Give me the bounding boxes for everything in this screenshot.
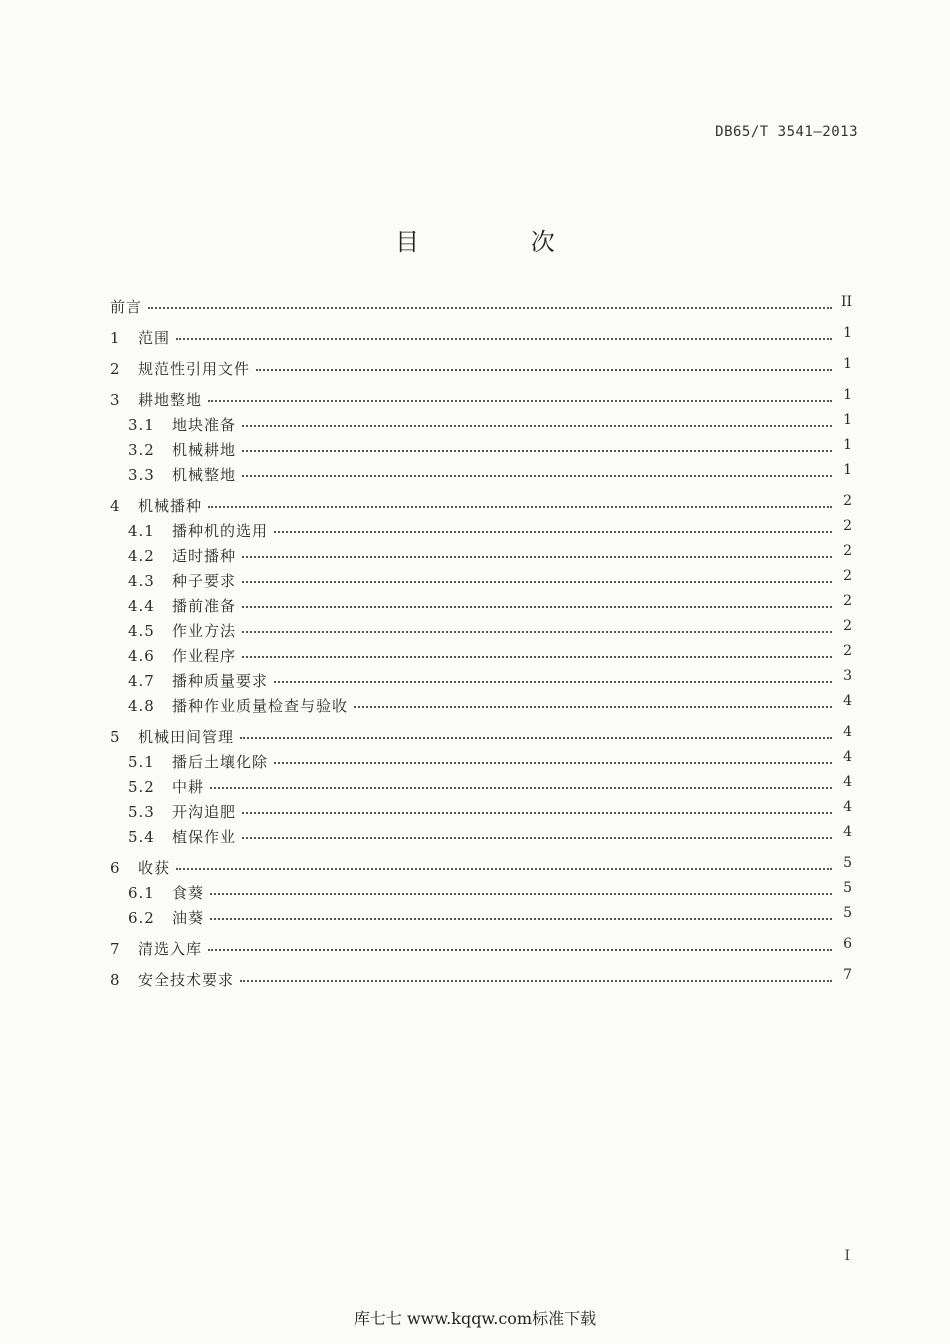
toc-entry-number: 6.1 xyxy=(128,884,155,902)
toc-entry[interactable] xyxy=(110,414,852,439)
toc-entry-title: 规范性引用文件 xyxy=(138,360,251,378)
toc-entry[interactable] xyxy=(110,938,852,963)
toc-entry-number: 4.8 xyxy=(128,697,155,715)
toc-entry-title: 播后土壤化除 xyxy=(172,753,269,771)
toc-entry-title: 中耕 xyxy=(172,778,205,796)
toc-dot-leader xyxy=(148,306,832,309)
toc-entry-title: 作业程序 xyxy=(172,647,237,665)
toc-entry-page: 7 xyxy=(843,967,852,983)
toc-entry-page: 6 xyxy=(843,936,852,952)
toc-entry-page: 4 xyxy=(843,824,852,840)
toc-entry[interactable] xyxy=(110,776,852,801)
toc-dot-leader xyxy=(274,530,832,533)
toc-entry[interactable] xyxy=(110,595,852,620)
toc-entry-page: 1 xyxy=(843,387,852,403)
toc-entry-page: 4 xyxy=(843,774,852,790)
toc-entry-title: 食葵 xyxy=(172,884,205,902)
toc-entry-number: 3.1 xyxy=(128,416,155,434)
table-of-contents xyxy=(110,296,852,994)
toc-entry[interactable] xyxy=(110,520,852,545)
toc-entry-number: 4.6 xyxy=(128,647,155,665)
toc-dot-leader xyxy=(242,449,832,452)
toc-entry-number: 2 xyxy=(110,360,120,378)
toc-entry-page: 1 xyxy=(843,437,852,453)
toc-entry-title: 范围 xyxy=(138,329,171,347)
toc-entry[interactable] xyxy=(110,695,852,720)
toc-dot-leader xyxy=(240,736,832,739)
toc-dot-leader xyxy=(210,892,832,895)
toc-dot-leader xyxy=(256,368,832,371)
toc-dot-leader xyxy=(210,917,832,920)
toc-dot-leader xyxy=(208,505,832,508)
toc-entry-page: 5 xyxy=(843,880,852,896)
toc-entry[interactable] xyxy=(110,358,852,383)
toc-entry-page: 2 xyxy=(843,493,852,509)
toc-dot-leader xyxy=(176,337,832,340)
toc-entry-title: 油葵 xyxy=(172,909,205,927)
toc-entry-title: 植保作业 xyxy=(172,828,237,846)
toc-entry[interactable] xyxy=(110,327,852,352)
toc-entry[interactable] xyxy=(110,620,852,645)
toc-entry-page: 2 xyxy=(843,593,852,609)
toc-entry-title: 播种机的选用 xyxy=(172,522,269,540)
toc-entry-title: 机械田间管理 xyxy=(138,728,235,746)
toc-entry-page: 2 xyxy=(843,643,852,659)
toc-dot-leader xyxy=(242,580,832,583)
toc-entry-number: 1 xyxy=(110,329,120,347)
toc-entry[interactable] xyxy=(110,645,852,670)
toc-entry-page: 4 xyxy=(843,799,852,815)
toc-entry-title: 作业方法 xyxy=(172,622,237,640)
toc-entry[interactable] xyxy=(110,857,852,882)
toc-dot-leader xyxy=(208,948,832,951)
toc-title: 目 次 xyxy=(395,228,607,256)
toc-dot-leader xyxy=(242,811,832,814)
toc-dot-leader xyxy=(242,474,832,477)
toc-entry-page: 2 xyxy=(843,618,852,634)
toc-entry-title: 清选入库 xyxy=(138,940,203,958)
toc-entry[interactable] xyxy=(110,670,852,695)
toc-entry-number: 5.3 xyxy=(128,803,155,821)
toc-entry-page: 2 xyxy=(843,543,852,559)
toc-dot-leader xyxy=(210,786,832,789)
toc-dot-leader xyxy=(208,399,832,402)
toc-entry-title: 适时播种 xyxy=(172,547,237,565)
toc-entry-title: 播种质量要求 xyxy=(172,672,269,690)
toc-entry-number: 5.2 xyxy=(128,778,155,796)
toc-entry[interactable] xyxy=(110,826,852,851)
toc-dot-leader xyxy=(242,605,832,608)
toc-entry[interactable] xyxy=(110,801,852,826)
toc-entry-title: 播前准备 xyxy=(172,597,237,615)
toc-dot-leader xyxy=(242,836,832,839)
toc-entry-number: 6 xyxy=(110,859,120,877)
toc-dot-leader xyxy=(242,555,832,558)
toc-dot-leader xyxy=(242,424,832,427)
toc-entry-title: 机械播种 xyxy=(138,497,203,515)
toc-dot-leader xyxy=(176,867,832,870)
toc-entry-number: 7 xyxy=(110,940,120,958)
toc-entry-number: 5.1 xyxy=(128,753,155,771)
toc-entry-page: II xyxy=(840,294,852,310)
page-number: I xyxy=(844,1248,850,1264)
document-code: DB65/T 3541—2013 xyxy=(715,124,858,140)
toc-entry-number: 6.2 xyxy=(128,909,155,927)
toc-dot-leader xyxy=(274,761,832,764)
toc-entry-number: 8 xyxy=(110,971,120,989)
toc-entry-number: 4.7 xyxy=(128,672,155,690)
toc-entry-page: 3 xyxy=(843,668,852,684)
toc-entry-title: 前言 xyxy=(110,298,143,316)
toc-entry[interactable] xyxy=(110,882,852,907)
toc-entry[interactable] xyxy=(110,907,852,932)
toc-entry-number: 4.5 xyxy=(128,622,155,640)
toc-entry-page: 5 xyxy=(843,905,852,921)
toc-entry[interactable] xyxy=(110,570,852,595)
toc-entry-number: 3 xyxy=(110,391,120,409)
toc-entry-page: 1 xyxy=(843,356,852,372)
toc-entry-page: 4 xyxy=(843,724,852,740)
toc-entry-page: 5 xyxy=(843,855,852,871)
toc-dot-leader xyxy=(274,680,832,683)
toc-dot-leader xyxy=(240,979,832,982)
toc-entry-page: 4 xyxy=(843,693,852,709)
toc-entry-number: 3.3 xyxy=(128,466,155,484)
toc-dot-leader xyxy=(354,705,832,708)
footer-watermark: 库七七 www.kqqw.com标准下载 xyxy=(353,1309,597,1328)
toc-entry[interactable] xyxy=(110,726,852,751)
toc-entry-page: 2 xyxy=(843,518,852,534)
toc-entry[interactable] xyxy=(110,296,852,321)
toc-entry-page: 1 xyxy=(843,462,852,478)
toc-entry-title: 机械整地 xyxy=(172,466,237,484)
toc-entry-number: 4.1 xyxy=(128,522,155,540)
toc-entry[interactable] xyxy=(110,495,852,520)
toc-entry-number: 4.2 xyxy=(128,547,155,565)
toc-entry-title: 播种作业质量检查与验收 xyxy=(172,697,349,715)
toc-dot-leader xyxy=(242,630,832,633)
toc-entry-page: 1 xyxy=(843,412,852,428)
toc-entry[interactable] xyxy=(110,751,852,776)
toc-entry-number: 3.2 xyxy=(128,441,155,459)
toc-dot-leader xyxy=(242,655,832,658)
toc-entry-title: 地块准备 xyxy=(172,416,237,434)
toc-entry-number: 4.4 xyxy=(128,597,155,615)
toc-entry[interactable] xyxy=(110,464,852,489)
toc-entry[interactable] xyxy=(110,439,852,464)
toc-entry-title: 安全技术要求 xyxy=(138,971,235,989)
toc-entry[interactable] xyxy=(110,969,852,994)
toc-entry[interactable] xyxy=(110,389,852,414)
toc-entry-number: 4 xyxy=(110,497,120,515)
toc-entry-title: 收获 xyxy=(138,859,171,877)
toc-entry-title: 机械耕地 xyxy=(172,441,237,459)
toc-entry-page: 2 xyxy=(843,568,852,584)
toc-entry-page: 4 xyxy=(843,749,852,765)
toc-entry-title: 开沟追肥 xyxy=(172,803,237,821)
toc-entry-title: 耕地整地 xyxy=(138,391,203,409)
toc-entry-title: 种子要求 xyxy=(172,572,237,590)
toc-entry-page: 1 xyxy=(843,325,852,341)
toc-entry-number: 5.4 xyxy=(128,828,155,846)
toc-entry-number: 5 xyxy=(110,728,120,746)
toc-entry-number: 4.3 xyxy=(128,572,155,590)
toc-entry[interactable] xyxy=(110,545,852,570)
